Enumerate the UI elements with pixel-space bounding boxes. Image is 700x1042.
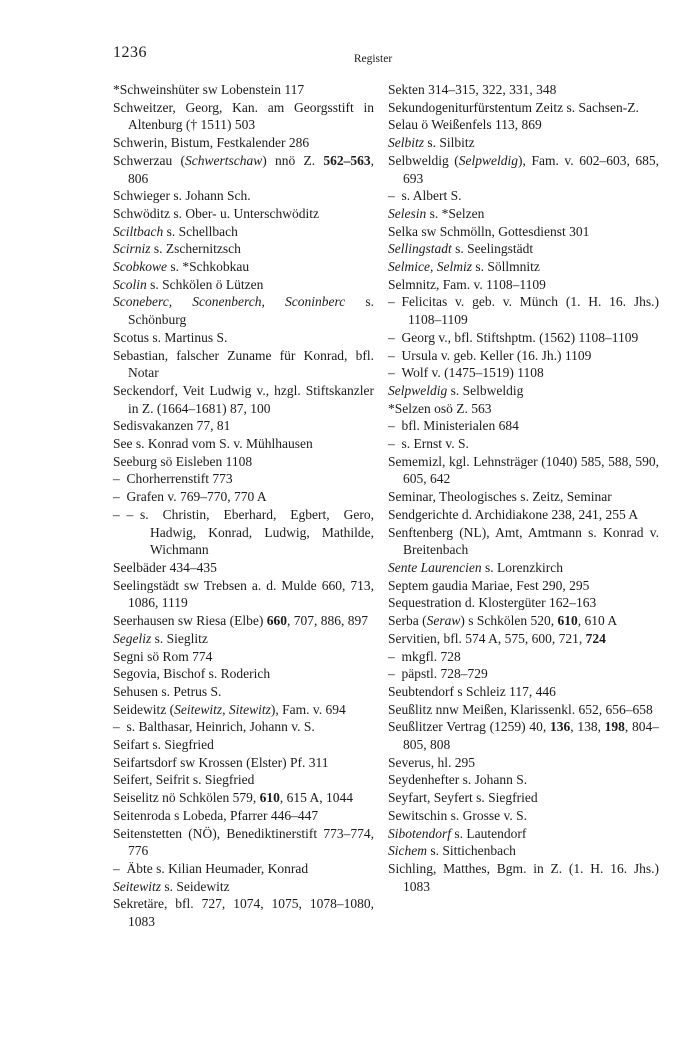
entry-text: Sewitschin s. Grosse v. S.: [388, 807, 528, 823]
index-entry: [113, 807, 374, 825]
index-entry: [113, 205, 374, 223]
entry-text: s. Lorenzkirch: [481, 559, 563, 575]
entry-text: Schweitzer, Georg, Kan. am Georgsstift in Altenburg († 1511) 503: [113, 99, 374, 133]
entry-text: – päpstl. 728–729: [388, 666, 488, 682]
index-entry: [388, 665, 659, 683]
entry-pages-bold: 562–563: [323, 152, 371, 168]
entry-text: Sebastian, falscher Zuname für Konrad, bfl. Notar: [113, 347, 374, 381]
entry-text: ) s Schkölen 520,: [460, 613, 558, 629]
entry-text: s. Lautendorf: [451, 825, 527, 841]
index-entry: [388, 807, 659, 825]
index-entry: [388, 683, 659, 701]
index-entry: [388, 417, 659, 435]
entry-term-italic: Selbitz: [388, 135, 424, 151]
index-entry: [388, 205, 659, 223]
index-entry: [113, 435, 374, 453]
entry-text: – Georg v., bfl. Stiftshptm. (1562) 1108–1109: [388, 329, 639, 345]
index-entry: [388, 116, 659, 134]
entry-term-italic: Scobkowe: [113, 259, 167, 275]
index-entry: [388, 435, 659, 453]
entry-term-italic: Selpweldig: [458, 152, 519, 168]
entry-text: *Schweinshüter sw Lobenstein 117: [113, 82, 305, 97]
index-entry: [113, 99, 374, 134]
entry-text: – Ursula v. geb. Keller (16. Jh.) 1109: [388, 347, 592, 363]
entry-text: Segovia, Bischof s. Roderich: [113, 666, 271, 682]
index-entry: [388, 506, 659, 524]
index-entry: [113, 81, 374, 99]
entry-text: – s. Ernst v. S.: [388, 436, 469, 452]
entry-text: – Wolf v. (1475–1519) 1108: [388, 365, 544, 381]
index-entry: [113, 612, 374, 630]
index-entry: [388, 771, 659, 789]
entry-text: s. *Schkobkau: [166, 259, 250, 275]
entry-text: – Felicitas v. geb. v. Münch (1. H. 16. Jhs.) 1108–1109: [388, 294, 659, 328]
index-entry: [113, 665, 374, 683]
index-entry: [113, 895, 374, 930]
entry-text: Sememizl, kgl. Lehnsträger (1040) 585, 588, 590, 605, 642: [388, 453, 659, 487]
entry-text: s. Seelingstädt: [451, 241, 534, 257]
index-entry: [388, 329, 659, 347]
entry-text: Seifert, Seifrit s. Siegfried: [113, 772, 255, 788]
entry-text: s. Zschernitzsch: [150, 241, 241, 257]
running-header-title: Register: [353, 53, 393, 65]
index-entry: [113, 630, 374, 648]
entry-text: Seminar, Theologisches s. Zeitz, Seminar: [388, 489, 612, 505]
entry-text: Seiselitz nö Schkölen 579,: [113, 790, 260, 806]
entry-text: Sedisvakanzen 77, 81: [113, 418, 231, 434]
index-entry: [388, 860, 659, 895]
entry-text: s. Sittichenbach: [426, 843, 516, 859]
index-entry: [388, 612, 659, 630]
index-entry: [388, 594, 659, 612]
entry-term-italic: Selmice, Selmiz: [388, 259, 472, 275]
entry-text: – bfl. Ministerialen 684: [388, 418, 519, 434]
index-entry: [113, 329, 374, 347]
index-entry: [113, 718, 374, 736]
entry-term-italic: Sichem: [388, 843, 427, 859]
index-entry: [388, 701, 659, 719]
entry-text: Seeburg sö Eisleben 1108: [113, 453, 253, 469]
entry-term-italic: Scolin: [113, 276, 147, 292]
index-entry: [388, 577, 659, 595]
entry-text: Seelbäder 434–435: [113, 559, 217, 575]
index-entry: [113, 258, 374, 276]
index-entry: [388, 648, 659, 666]
entry-text: ), Fam. v. 602–603, 685, 693: [403, 152, 659, 186]
entry-text: Septem gaudia Mariae, Fest 290, 295: [388, 577, 590, 593]
index-entry: [113, 771, 374, 789]
running-header: [113, 49, 633, 67]
index-entry: [388, 718, 659, 753]
entry-text: – s. Albert S.: [388, 188, 462, 204]
index-entry: [388, 81, 659, 99]
entry-text: Segni sö Rom 774: [113, 648, 213, 664]
entry-term-italic: Sibotendorf: [388, 825, 451, 841]
entry-text: Schwöditz s. Ober- u. Unterschwöditz: [113, 205, 319, 221]
entry-text: Sekten 314–315, 322, 331, 348: [388, 82, 557, 97]
entry-text: s. Selbweldig: [447, 382, 524, 398]
page-number: 1236: [113, 44, 147, 61]
index-entry: [113, 382, 374, 417]
index-entry: [388, 187, 659, 205]
entry-text: s. Söllmnitz: [471, 259, 540, 275]
index-entry: [388, 276, 659, 294]
entry-text: , 138,: [570, 719, 605, 735]
entry-pages-bold: 724: [585, 630, 606, 646]
entry-term-italic: Sconeberc, Sconenberch, Sconinberc: [113, 294, 346, 310]
entry-term-italic: Schwertschaw: [184, 152, 263, 168]
index-entry: [113, 825, 374, 860]
entry-text: , 707, 886, 897: [286, 613, 368, 629]
index-entry: [388, 99, 659, 117]
entry-text: Seifartsdorf sw Krossen (Elster) Pf. 311: [113, 754, 329, 770]
index-entry: [113, 152, 374, 187]
index-entry: [388, 240, 659, 258]
index-entry: [113, 648, 374, 666]
entry-text: ), Fam. v. 694: [270, 701, 346, 717]
entry-text: Seckendorf, Veit Ludwig v., hzgl. Stiftskanzler in Z. (1664–1681) 87, 100: [113, 382, 374, 416]
entry-text: s. *Selzen: [426, 205, 485, 221]
entry-text: Schwerin, Bistum, Festkalender 286: [113, 135, 310, 151]
index-entry: [388, 152, 659, 187]
index-entry: [388, 825, 659, 843]
index-entry: [113, 276, 374, 294]
index-entry: [113, 134, 374, 152]
entry-text: s. Schkölen ö Lützen: [146, 276, 264, 292]
entry-text: s. Schönburg: [128, 294, 374, 328]
entry-text: Serba (: [388, 613, 427, 629]
entry-text: Servitien, bfl. 574 A, 575, 600, 721,: [388, 630, 586, 646]
index-entry: [113, 187, 374, 205]
entry-text: ) nnö Z.: [262, 152, 324, 168]
index-entry: [113, 506, 374, 559]
entry-text: Scotus s. Martinus S.: [113, 329, 228, 345]
entry-term-italic: Selpweldig: [388, 382, 448, 398]
entry-term-italic: Scirniz: [113, 241, 151, 257]
index-entry: [388, 364, 659, 382]
entry-text: Schwerzau (: [113, 152, 185, 168]
index-entry: [388, 400, 659, 418]
entry-term-italic: Segeliz: [113, 630, 152, 646]
entry-text: Sekundogeniturfürstentum Zeitz s. Sachsen-Z.: [388, 99, 639, 115]
index-entry: [113, 417, 374, 435]
index-entry: [113, 878, 374, 896]
index-entry: [388, 382, 659, 400]
index-entry: [113, 736, 374, 754]
index-entry: [113, 789, 374, 807]
index-entry: [388, 347, 659, 365]
index-entry: [113, 577, 374, 612]
entry-text: Seidewitz (: [113, 701, 175, 717]
index-entry: [113, 860, 374, 878]
entry-term-italic: Seitewitz: [113, 878, 161, 894]
index-entry: [113, 347, 374, 382]
entry-text: Sichling, Matthes, Bgm. in Z. (1. H. 16. Jhs.) 1083: [388, 860, 659, 894]
entry-text: Seyfart, Seyfert s. Siegfried: [388, 790, 538, 806]
entry-text: Seelingstädt sw Trebsen a. d. Mulde 660, 713, 1086, 1119: [113, 577, 374, 611]
entry-text: Sehusen s. Petrus S.: [113, 683, 222, 699]
index-entry: [388, 842, 659, 860]
index-entry: [388, 134, 659, 152]
entry-text: , 806: [128, 152, 374, 186]
entry-text: , 615 A, 1044: [279, 790, 353, 806]
index-entry: [113, 488, 374, 506]
entry-text: s. Schellbach: [163, 223, 238, 239]
entry-pages-bold: 660: [266, 613, 287, 629]
index-entry: [113, 223, 374, 241]
entry-text: – – s. Christin, Eberhard, Egbert, Gero, Hadwig, Konrad, Ludwig, Mathilde, Wichmann: [113, 506, 374, 558]
index-entry: [113, 453, 374, 471]
entry-text: Selau ö Weißenfels 113, 869: [388, 117, 542, 133]
entry-text: Seußlitzer Vertrag (1259) 40,: [388, 719, 550, 735]
index-entry: [113, 701, 374, 719]
index-entry: [388, 488, 659, 506]
entry-text: Sekretäre, bfl. 727, 1074, 1075, 1078–1080, 1083: [113, 896, 374, 930]
index-entry: [388, 453, 659, 488]
index-entry: [388, 258, 659, 276]
entry-text: Sendgerichte d. Archidiakone 238, 241, 255 A: [388, 506, 639, 522]
index-entry: [388, 630, 659, 648]
entry-pages-bold: 610: [557, 613, 578, 629]
index-entry: [388, 524, 659, 559]
entry-text: s. Silbitz: [424, 135, 475, 151]
entry-pages-bold: 198: [604, 719, 625, 735]
entry-text: s. Seidewitz: [161, 878, 230, 894]
entry-text: Sequestration d. Klostergüter 162–163: [388, 595, 597, 611]
entry-text: Seerhausen sw Riesa (Elbe): [113, 613, 267, 629]
index-column-right: [388, 81, 659, 895]
entry-text: – Chorherrenstift 773: [113, 471, 233, 487]
entry-term-italic: Sente Laurencien: [388, 559, 482, 575]
index-column-left: [113, 81, 374, 931]
entry-text: Selbweldig (: [388, 152, 459, 168]
index-entry: [388, 789, 659, 807]
entry-text: *Selzen osö Z. 563: [388, 400, 492, 416]
entry-text: Seydenhefter s. Johann S.: [388, 772, 528, 788]
index-entry: [388, 293, 659, 328]
index-entry: [113, 683, 374, 701]
entry-term-italic: Selesin: [388, 205, 427, 221]
entry-text: – Äbte s. Kilian Heumader, Konrad: [113, 860, 309, 876]
entry-text: Seifart s. Siegfried: [113, 737, 214, 753]
entry-term-italic: Seitewitz, Sitewitz: [174, 701, 271, 717]
entry-text: , 804–805, 808: [403, 719, 659, 753]
entry-text: Severus, hl. 295: [388, 754, 475, 770]
entry-text: Senftenberg (NL), Amt, Amtmann s. Konrad v. Breitenbach: [388, 524, 659, 558]
entry-text: Selka sw Schmölln, Gottesdienst 301: [388, 223, 590, 239]
index-entry: [113, 240, 374, 258]
index-entry: [388, 559, 659, 577]
index-entry: [113, 559, 374, 577]
entry-text: See s. Konrad vom S. v. Mühlhausen: [113, 436, 313, 452]
entry-text: Selmnitz, Fam. v. 1108–1109: [388, 276, 546, 292]
index-entry: [388, 754, 659, 772]
entry-text: s. Sieglitz: [151, 630, 208, 646]
entry-text: , 610 A: [577, 613, 618, 629]
entry-term-italic: Sellingstadt: [388, 241, 452, 257]
entry-pages-bold: 136: [549, 719, 571, 735]
entry-text: – Grafen v. 769–770, 770 A: [113, 489, 267, 505]
entry-text: Seußlitz nnw Meißen, Klarissenkl. 652, 656–658: [388, 701, 653, 717]
entry-text: – mkgfl. 728: [388, 648, 461, 664]
entry-text: Schwieger s. Johann Sch.: [113, 188, 251, 204]
entry-pages-bold: 610: [259, 790, 280, 806]
index-entry: [113, 293, 374, 328]
entry-text: Seitenstetten (NÖ), Benediktinerstift 773–774, 776: [113, 825, 374, 859]
index-entry: [113, 754, 374, 772]
entry-text: – s. Balthasar, Heinrich, Johann v. S.: [113, 719, 315, 735]
index-entry: [388, 223, 659, 241]
entry-term-italic: Sciltbach: [113, 223, 164, 239]
index-entry: [113, 470, 374, 488]
entry-term-italic: Seraw: [426, 613, 461, 629]
entry-text: Seitenroda s Lobeda, Pfarrer 446–447: [113, 807, 319, 823]
entry-text: Seubtendorf s Schleiz 117, 446: [388, 683, 556, 699]
